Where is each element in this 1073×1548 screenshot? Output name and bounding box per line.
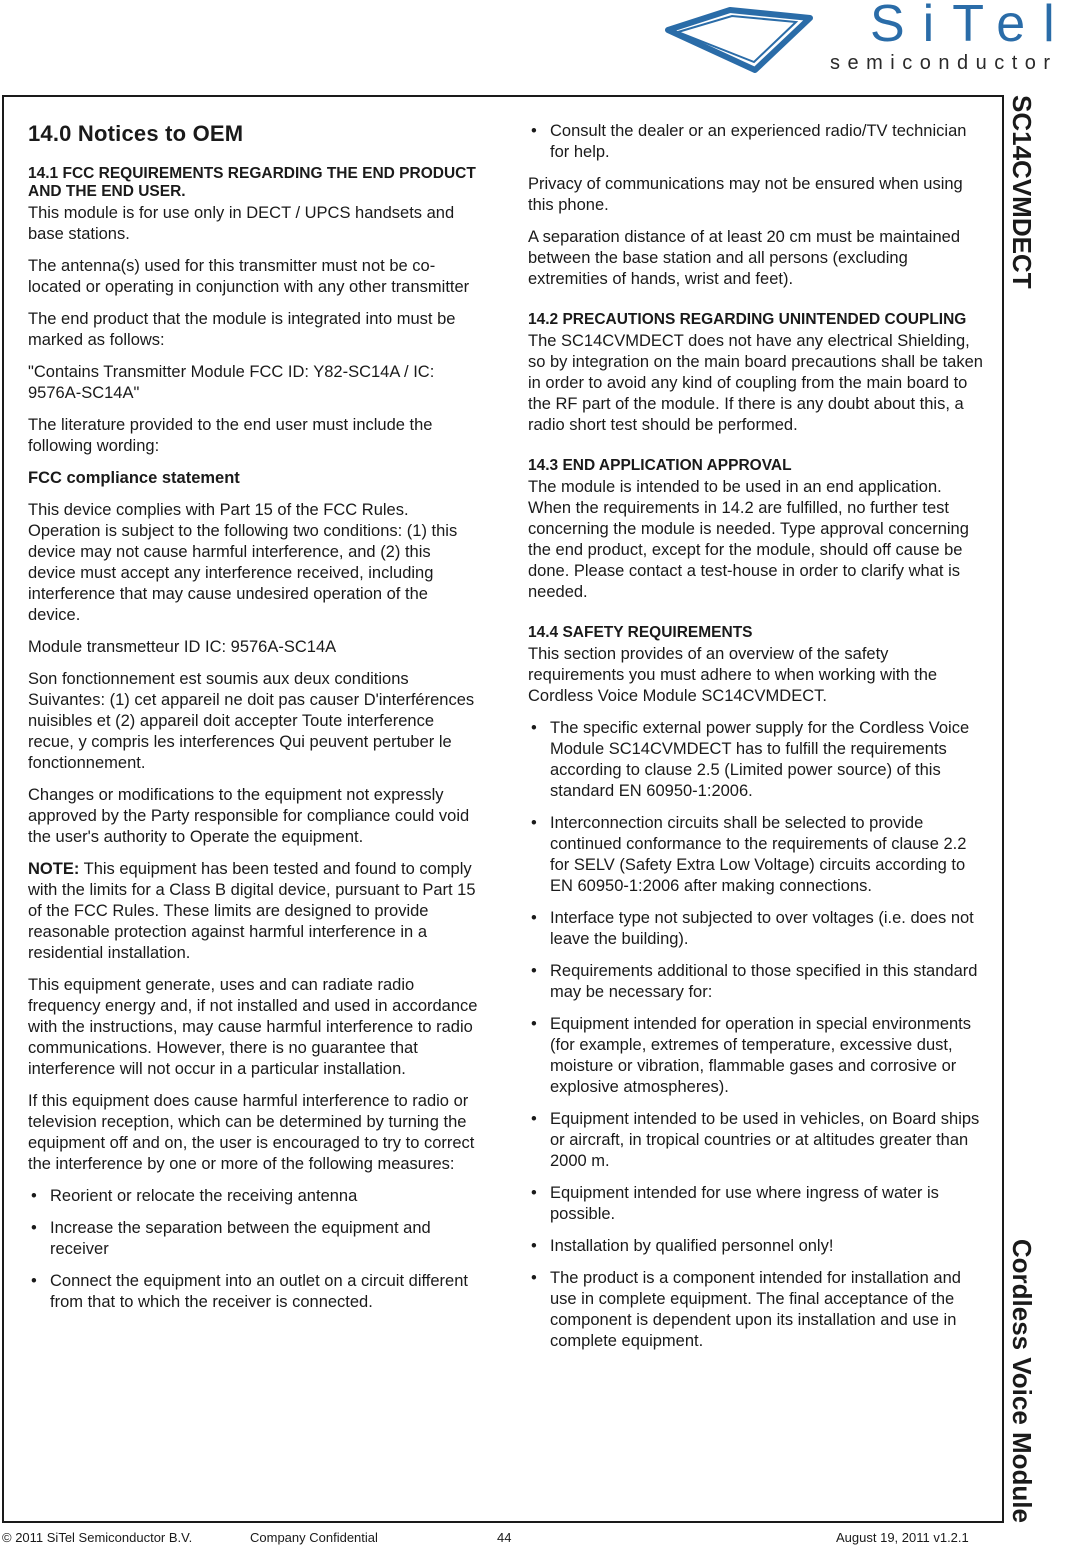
logo-subtitle: semiconductor: [830, 52, 1058, 74]
heading-14-2: 14.2 PRECAUTIONS REGARDING UNINTENDED COUPLING: [528, 311, 967, 328]
side-title-module: Cordless Voice Module: [1007, 1238, 1038, 1523]
paragraph: This section provides of an overview of the safety requirements you must adhere to when working with the Cordless Voice Module SC14CVMDECT.: [528, 645, 938, 705]
paragraph: The SC14CVMDECT does not have any electrical Shielding, so by integration on the main board precautions shall be taken in order to avoid any kind of coupling from the main board to the RF part of the module. If there is any doubt about this, a radio short test should be performed.: [528, 332, 983, 434]
paragraph: This module is for use only in DECT / UPCS handsets and base stations.: [28, 204, 455, 243]
safety-list: [528, 718, 988, 1352]
fcc-compliance-title: FCC compliance statement: [28, 469, 240, 487]
paragraph: "Contains Transmitter Module FCC ID: Y82-SC14A / IC: 9576A-SC14A": [28, 363, 435, 402]
note-paragraph: [28, 859, 482, 964]
paragraph: This device complies with Part 15 of the FCC Rules. Operation is subject to the following two conditions: (1) this device may not cause harmful interference, and (2) this device must accept any interference received, including interference that may cause undesired operation of the device.: [28, 501, 458, 624]
list-item: • Equipment intended for operation in special environments (for example, extremes of temperature, excessive dust, moisture or vibration, flammable gases and corrosive or explosive atmospheres).: [528, 1014, 988, 1098]
list-item: • Requirements additional to those specified in this standard may be necessary for:: [528, 961, 988, 1003]
paragraph: Privacy of communications may not be ensured when using this phone.: [528, 175, 963, 214]
side-banner: [1004, 95, 1040, 1523]
paragraph: The module is intended to be used in an end application. When the requirements in 14.2 are fulfilled, no further test concerning the module is needed. Type approval concerning the end product, except for the module, should off cause be done. Please contact a test-house in order to clarify what is needed.: [528, 478, 969, 601]
content-frame: [2, 95, 1004, 1523]
list-item: • Interface type not subjected to over voltages (i.e. does not leave the building).: [528, 908, 988, 950]
paragraph: The antenna(s) used for this transmitter must not be co-located or operating in conjunction with any other transmitter: [28, 257, 470, 296]
footer-confidential: Company Confidential: [250, 1530, 378, 1545]
heading-14-3: 14.3 END APPLICATION APPROVAL: [528, 457, 792, 474]
note-label: NOTE:: [28, 860, 80, 878]
list-item: • Consult the dealer or an experienced radio/TV technician for help.: [528, 121, 988, 163]
list-item: • Installation by qualified personnel only!: [528, 1236, 988, 1257]
paragraph: If this equipment does cause harmful interference to radio or television reception, which can be determined by turning the equipment off and on, the user is encouraged to try to correct the interference by one or more of the following measures:: [28, 1092, 475, 1173]
side-title-product: SC14CVMDECT: [1007, 95, 1038, 289]
list-item: • Increase the separation between the equipment and receiver: [28, 1218, 482, 1260]
list-item: • Equipment intended for use where ingress of water is possible.: [528, 1183, 988, 1225]
list-item: • The product is a component intended for installation and use in complete equipment. The final acceptance of the component is dependent upon its installation and use in complete equipment.: [528, 1268, 988, 1352]
list-item: • The specific external power supply for the Cordless Voice Module SC14CVMDECT has to fulfill the requirements according to clause 2.5 (Limited power source) of this standard EN 60950-1:2006.: [528, 718, 988, 802]
footer-date-version: August 19, 2011 v1.2.1: [836, 1530, 969, 1545]
list-item: • Equipment intended to be used in vehicles, on Board ships or aircraft, in tropical countries or at altitudes greater than 2000 m.: [528, 1109, 988, 1172]
heading-14-1: 14.1 FCC REQUIREMENTS REGARDING THE END PRODUCT AND THE END USER.: [28, 165, 476, 200]
note-text: This equipment has been tested and found to comply with the limits for a Class B digital device, pursuant to Part 15 of the FCC Rules. These limits are designed to provide reasonable protection against harmful interference in a residential installation.: [28, 860, 476, 962]
paragraph: Son fonctionnement est soumis aux deux conditions Suivantes: (1) cet appareil ne doit pas causer D'interférences nuisibles et (2) appareil doit accepter Toute interference recue, y compris les interferences Qui peuvent pertuber le fonctionnement.: [28, 670, 475, 772]
right-column: [528, 121, 988, 1363]
paragraph: Changes or modifications to the equipment not expressly approved by the Party responsible for compliance could void the user's authority to Operate the equipment.: [28, 786, 470, 846]
footer-copyright: © 2011 SiTel Semiconductor B.V.: [2, 1530, 193, 1545]
paragraph: The end product that the module is integrated into must be marked as follows:: [28, 310, 456, 349]
list-item: • Interconnection circuits shall be selected to provide continued conformance to the requirements of clause 2.2 for SELV (Safety Extra Low Voltage) circuits according to EN 60950-1:2006 after making connections.: [528, 813, 988, 897]
list-item: • Reorient or relocate the receiving antenna: [28, 1186, 482, 1207]
heading-14-4: 14.4 SAFETY REQUIREMENTS: [528, 624, 753, 641]
list-item: • Connect the equipment into an outlet on a circuit different from that to which the receiver is connected.: [28, 1271, 482, 1313]
section-title: 14.0 Notices to OEM: [28, 121, 244, 146]
footer-page-number: 44: [497, 1530, 512, 1545]
measures-list-continued: [528, 121, 988, 163]
paragraph: This equipment generate, uses and can radiate radio frequency energy and, if not installed and used in accordance with the instructions, may cause harmful interference to radio communications. However, there is no guarantee that interference will not occur in a particular installation.: [28, 976, 478, 1078]
left-column: [28, 97, 482, 1324]
paragraph: A separation distance of at least 20 cm must be maintained between the base station and all persons (excluding extremities of hands, wrist and feet).: [528, 228, 960, 288]
logo-wordmark: SiTel: [870, 0, 1073, 53]
paragraph: Module transmetteur ID IC: 9576A-SC14A: [28, 638, 337, 656]
page-footer: [0, 1530, 1040, 1548]
paragraph: The literature provided to the end user must include the following wording:: [28, 416, 433, 455]
measures-list: [28, 1186, 482, 1313]
